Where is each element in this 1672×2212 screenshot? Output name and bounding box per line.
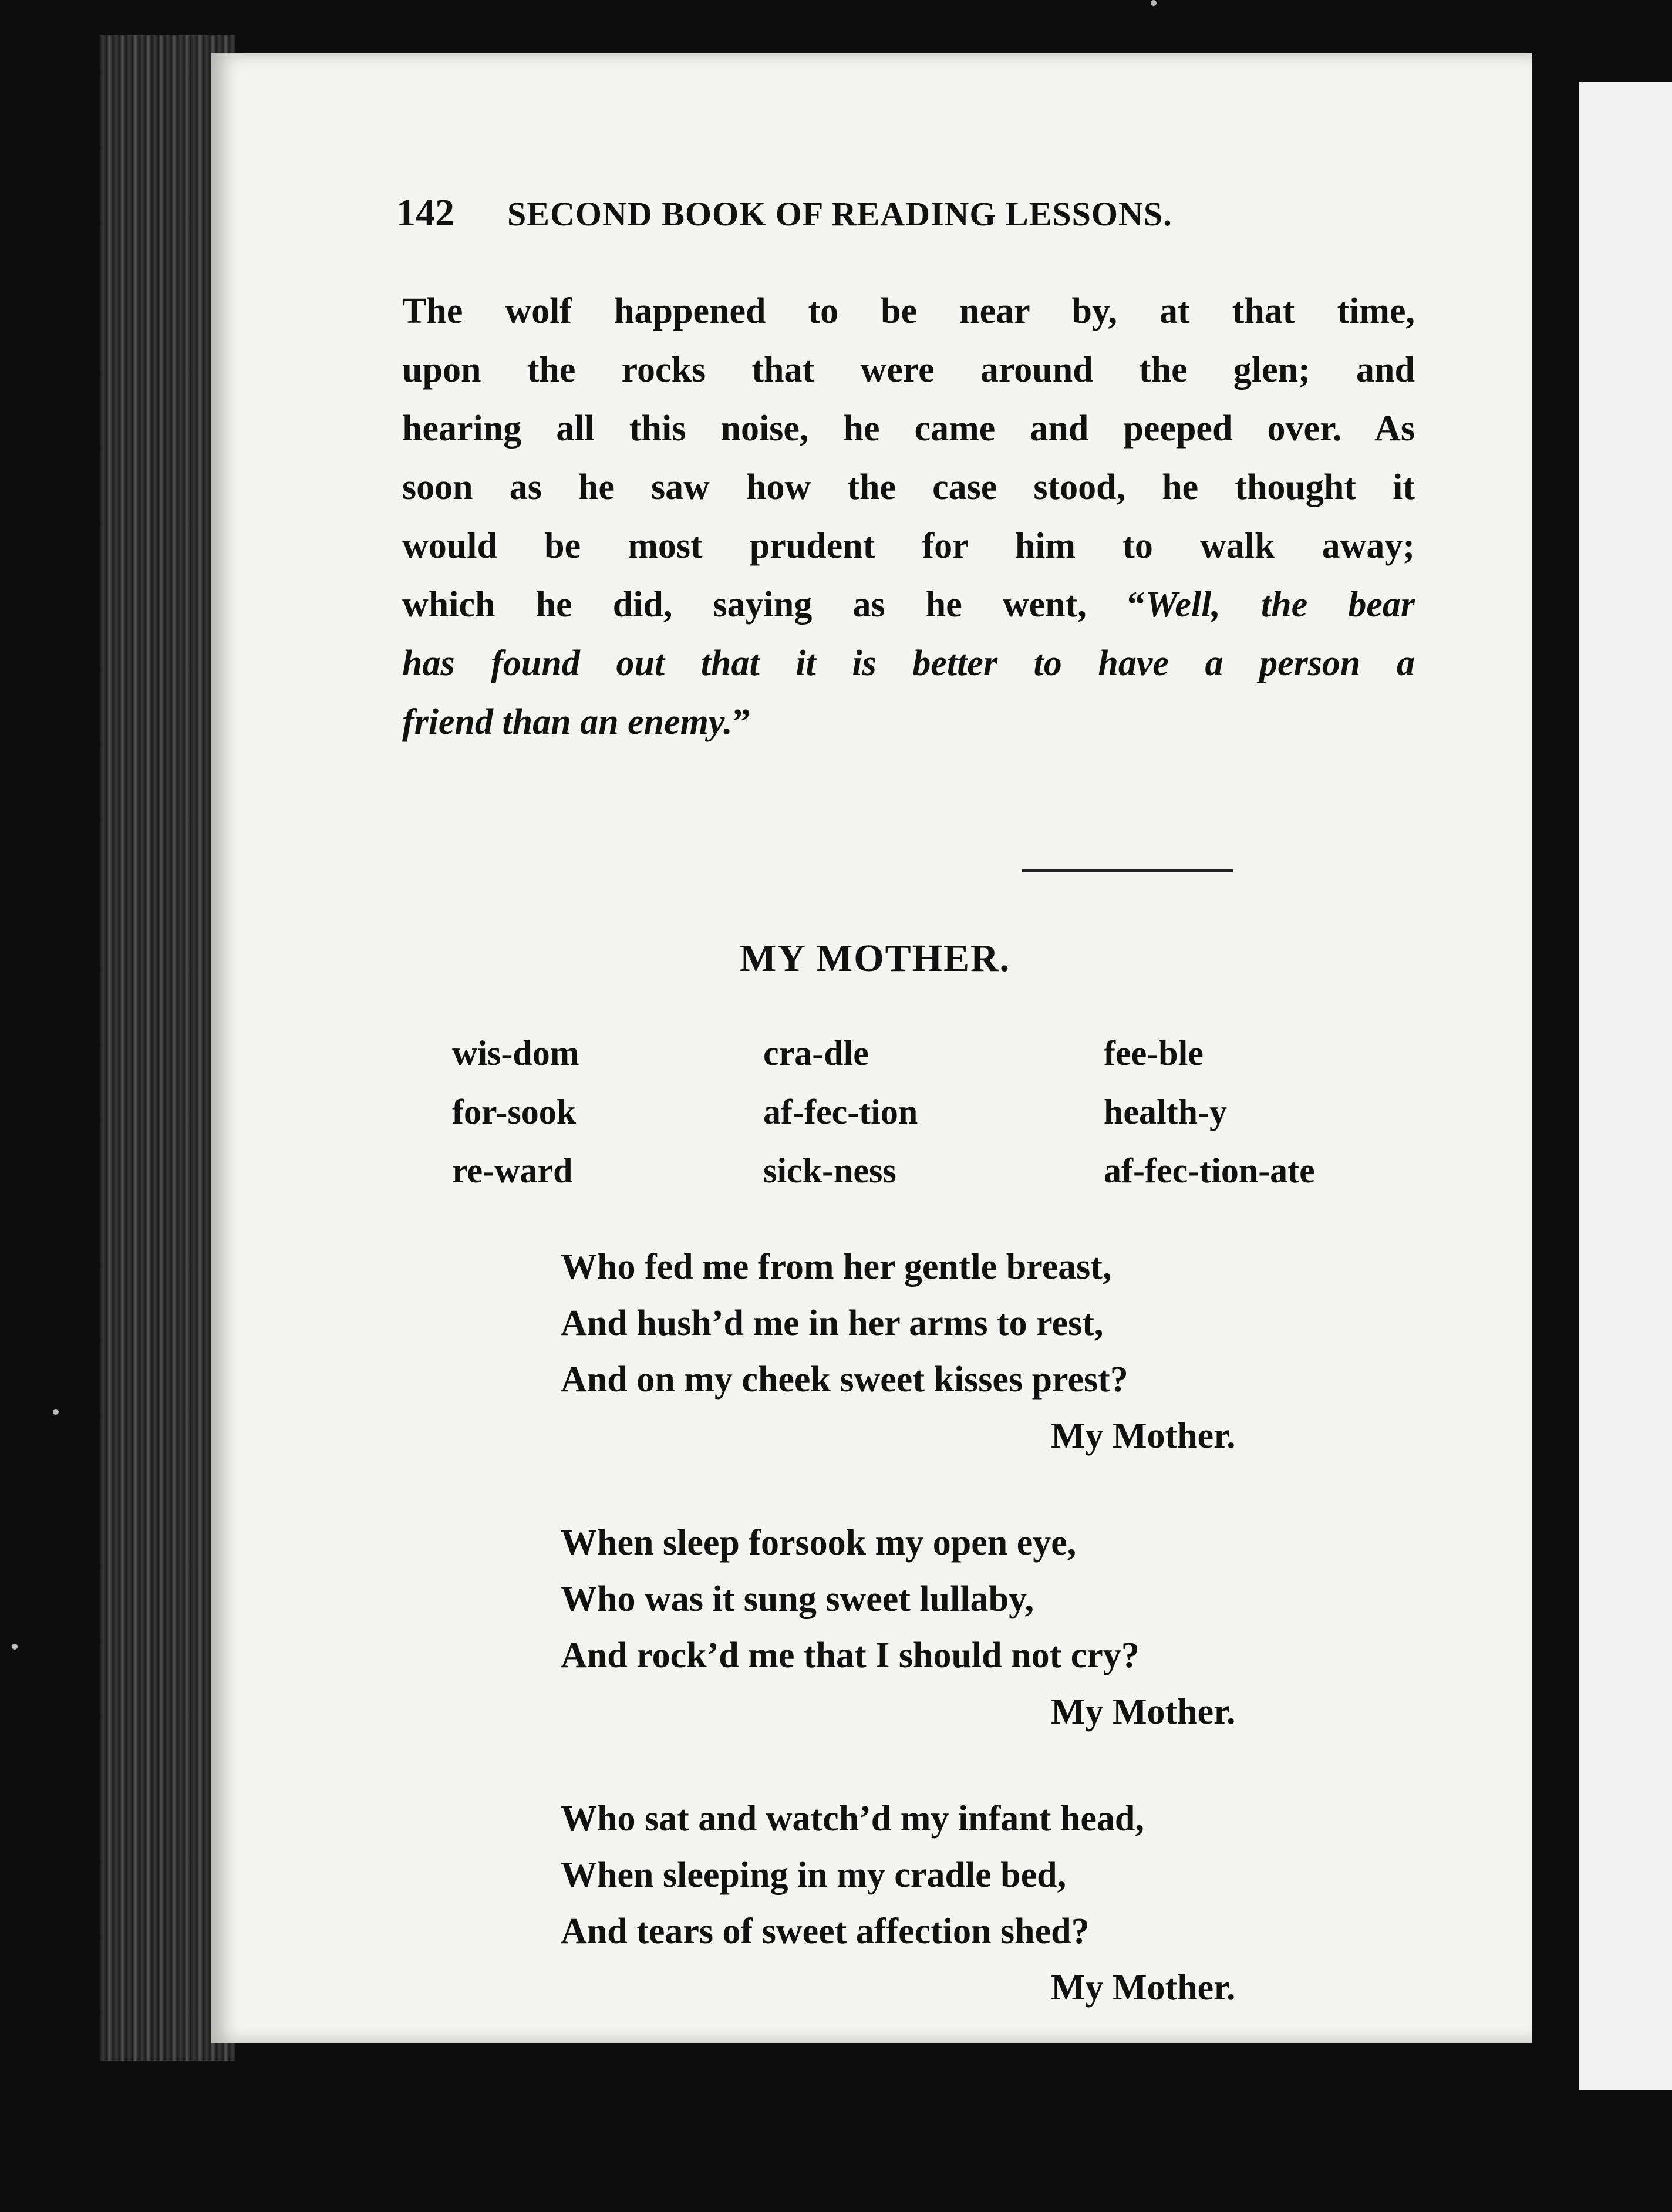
running-head: SECOND BOOK OF READING LESSONS. xyxy=(507,195,1172,233)
poem-line: And tears of sweet affection shed? xyxy=(561,1911,1090,1951)
prose-text: which he did, saying as he went, “ xyxy=(402,585,1145,625)
scan-speck xyxy=(12,1644,18,1650)
prose-text: hearing all this noise, he came and peeped over. As xyxy=(402,409,1415,449)
page-header xyxy=(396,191,1477,235)
spelling-words xyxy=(452,1033,1450,1209)
prose-text: would be most prudent for him to walk away; xyxy=(402,526,1415,566)
prose-line xyxy=(402,693,1415,751)
facing-page-edge xyxy=(1579,82,1672,2090)
poem-stanza xyxy=(561,1239,1441,1464)
poem-line: Who sat and watch’d my infant head, xyxy=(561,1799,1144,1839)
spelling-word: af-fec-tion-ate xyxy=(1104,1151,1315,1190)
poem-line: And rock’d me that I should not cry? xyxy=(561,1636,1140,1675)
prose-line xyxy=(402,517,1415,575)
poem-line: Who fed me from her gentle breast, xyxy=(561,1247,1112,1287)
poem-refrain: My Mother. xyxy=(1051,1416,1236,1456)
poem-refrain: My Mother. xyxy=(1051,1968,1236,2008)
scan-speck xyxy=(1151,0,1157,6)
prose-line xyxy=(402,399,1415,458)
prose-text: soon as he saw how the case stood, he thought it xyxy=(402,467,1415,507)
spelling-word: wis-dom xyxy=(452,1034,579,1073)
prose-italic-text: has found out that it is better to have a person a xyxy=(402,643,1415,683)
lesson-title: MY MOTHER. xyxy=(740,937,1011,980)
poem-line: Who was it sung sweet lullaby, xyxy=(561,1579,1034,1619)
spelling-word: fee-ble xyxy=(1104,1034,1204,1073)
poem-line: And hush’d me in her arms to rest, xyxy=(561,1303,1104,1343)
prose-italic-text: friend than an enemy. xyxy=(402,702,733,742)
poem-line: When sleep forsook my open eye, xyxy=(561,1523,1077,1563)
poem-refrain: My Mother. xyxy=(1051,1692,1236,1732)
poem-stanza xyxy=(561,1790,1441,2016)
book-page xyxy=(211,53,1532,2043)
spelling-word: for-sook xyxy=(452,1092,577,1131)
prose-line xyxy=(402,282,1415,340)
prose-text: upon the rocks that were around the glen; and xyxy=(402,350,1415,390)
prose-line xyxy=(402,575,1415,634)
scan-speck xyxy=(53,1409,59,1415)
page-number: 142 xyxy=(396,191,454,234)
prose-italic-text: Well, the bear xyxy=(1145,585,1415,625)
prose-paragraph xyxy=(402,282,1415,751)
prose-text: ” xyxy=(732,702,751,742)
poem-stanza xyxy=(561,1515,1441,1740)
spelling-word: sick-ness xyxy=(763,1151,896,1190)
prose-line xyxy=(402,634,1415,693)
spelling-word: health-y xyxy=(1104,1092,1227,1131)
spelling-word: cra-dle xyxy=(763,1034,869,1073)
prose-line xyxy=(402,458,1415,517)
prose-line xyxy=(402,340,1415,399)
poem-line: When sleeping in my cradle bed, xyxy=(561,1855,1067,1895)
prose-text: The wolf happened to be near by, at that time, xyxy=(402,291,1415,331)
spelling-word: af-fec-tion xyxy=(763,1092,918,1131)
poem-line: And on my cheek sweet kisses prest? xyxy=(561,1360,1128,1400)
section-divider xyxy=(1022,869,1233,872)
spelling-word: re-ward xyxy=(452,1151,573,1190)
